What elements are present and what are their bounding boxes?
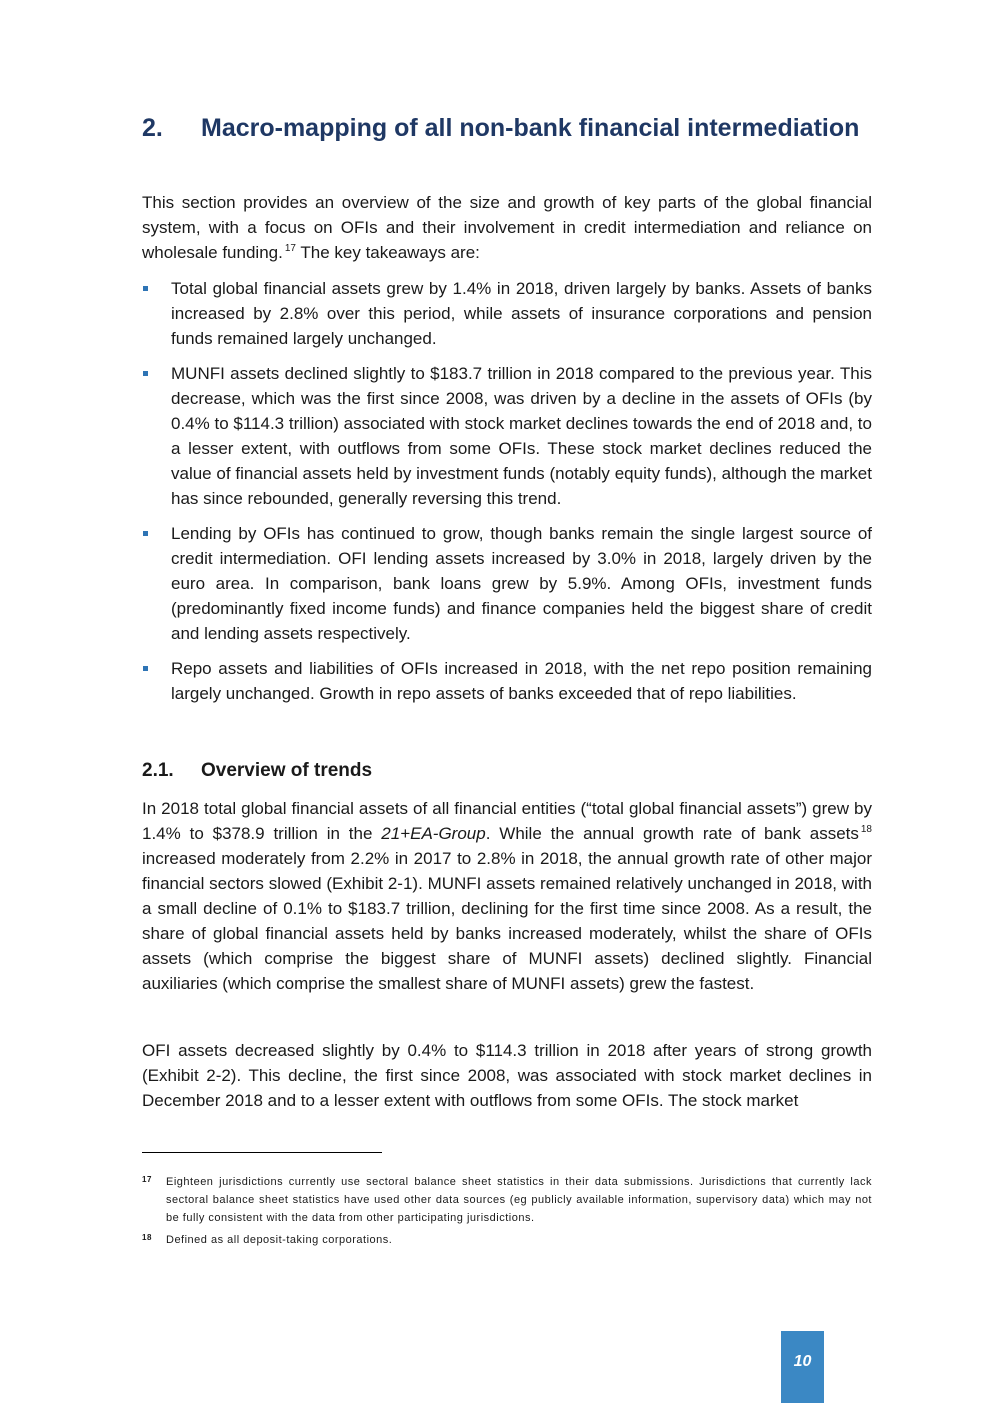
subsection-number: 2.1. [142,760,174,781]
subsection-heading [142,760,372,782]
key-takeaways-list [142,276,872,716]
footnote-text: Eighteen jurisdictions currently use sectoral balance sheet statistics in their data submissions. Jurisdictions that currently lack sectoral balance sheet statistics have used other data sources (eg publicly available information, supervisory data) which may not be fully consistent with the data from other participating jurisdictions. [166,1176,872,1224]
bullet-square-icon [143,666,148,671]
footnote-ref-17[interactable]: 17 [284,243,296,255]
footnote-text: Defined as all deposit-taking corporations. [166,1234,393,1246]
para1-text-c: increased moderately from 2.2% in 2017 to 2.8% in 2018, the annual growth rate of other major financial sectors slowed (Exhibit 2-1). MUNFI assets remained relatively unchanged in 2018, with a small decline of 0.1% to $183.7 trillion, declining for the first time since 2008. As a result, the share of global financial assets held by banks increased moderately, whilst the share of OFIs assets (which comprise the biggest share of MUNFI assets) declined slightly. Financial auxiliaries (which comprise the smallest share of MUNFI assets) grew the fastest. [142,849,872,993]
list-item [142,276,872,351]
bullet-square-icon [143,286,148,291]
list-item [142,521,872,646]
footnote-number: 17 [142,1175,152,1184]
para1-text-b: . While the annual growth rate of bank assets [485,824,859,843]
section-heading [142,116,872,141]
bullet-square-icon [143,531,148,536]
footnote-17 [142,1173,872,1227]
takeaway-text: MUNFI assets declined slightly to $183.7 trillion in 2018 compared to the previous year. This decrease, which was the first since 2008, was driven by a decline in the assets of OFIs (by 0.4% to $114.3 trillion) associated with stock market declines towards the end of 2018 and, to a lesser extent, with outflows from some OFIs. These stock market declines reduced the value of financial assets held by investment funds (notably equity funds), although the market has since rebounded, generally reversing this trend. [171,364,872,508]
footnotes [142,1173,872,1253]
list-item [142,361,872,511]
intro-paragraph [142,190,872,265]
section-title: Macro-mapping of all non-bank financial intermediation [201,114,860,142]
takeaway-text: Repo assets and liabilities of OFIs increased in 2018, with the net repo position remaining largely unchanged. Growth in repo assets of banks exceeded that of repo liabilities. [171,659,872,703]
page-number-badge [781,1331,824,1403]
intro-text-after: The key takeaways are: [295,243,480,262]
page-number: 10 [793,1353,812,1370]
footnote-divider [142,1152,382,1153]
trends-paragraph-1 [142,796,872,996]
footnote-ref-18[interactable]: 18 [860,824,872,836]
list-item [142,656,872,706]
bullet-square-icon [143,371,148,376]
para1-text-a: In 2018 total global financial assets of all financial entities (“total global financial assets”) grew by 1.4% to $378.9 trillion in the [142,799,872,843]
group-name: 21+EA-Group [381,824,486,843]
takeaway-text: Lending by OFIs has continued to grow, though banks remain the single largest source of credit intermediation. OFI lending assets increased by 3.0% in 2018, largely driven by the euro area. In comparison, bank loans grew by 5.9%. Among OFIs, investment funds (predominantly fixed income funds) and finance companies held the biggest share of credit and lending assets respectively. [171,524,872,643]
section-number: 2. [142,114,163,142]
intro-text: This section provides an overview of the size and growth of key parts of the global financial system, with a focus on OFIs and their involvement in credit intermediation and reliance on wholesale funding. [142,193,872,262]
footnote-number: 18 [142,1233,152,1242]
para2-text: OFI assets decreased slightly by 0.4% to $114.3 trillion in 2018 after years of strong growth (Exhibit 2-2). This decline, the first since 2008, was associated with stock market declines in December 2018 and to a lesser extent with outflows from some OFIs. The stock market [142,1041,872,1110]
subsection-title: Overview of trends [201,760,373,781]
footnote-18 [142,1231,872,1249]
takeaway-text: Total global financial assets grew by 1.4% in 2018, driven largely by banks. Assets of banks increased by 2.8% over this period, while assets of insurance corporations and pension funds remained largely unchanged. [171,279,872,348]
trends-paragraph-2 [142,1038,872,1113]
